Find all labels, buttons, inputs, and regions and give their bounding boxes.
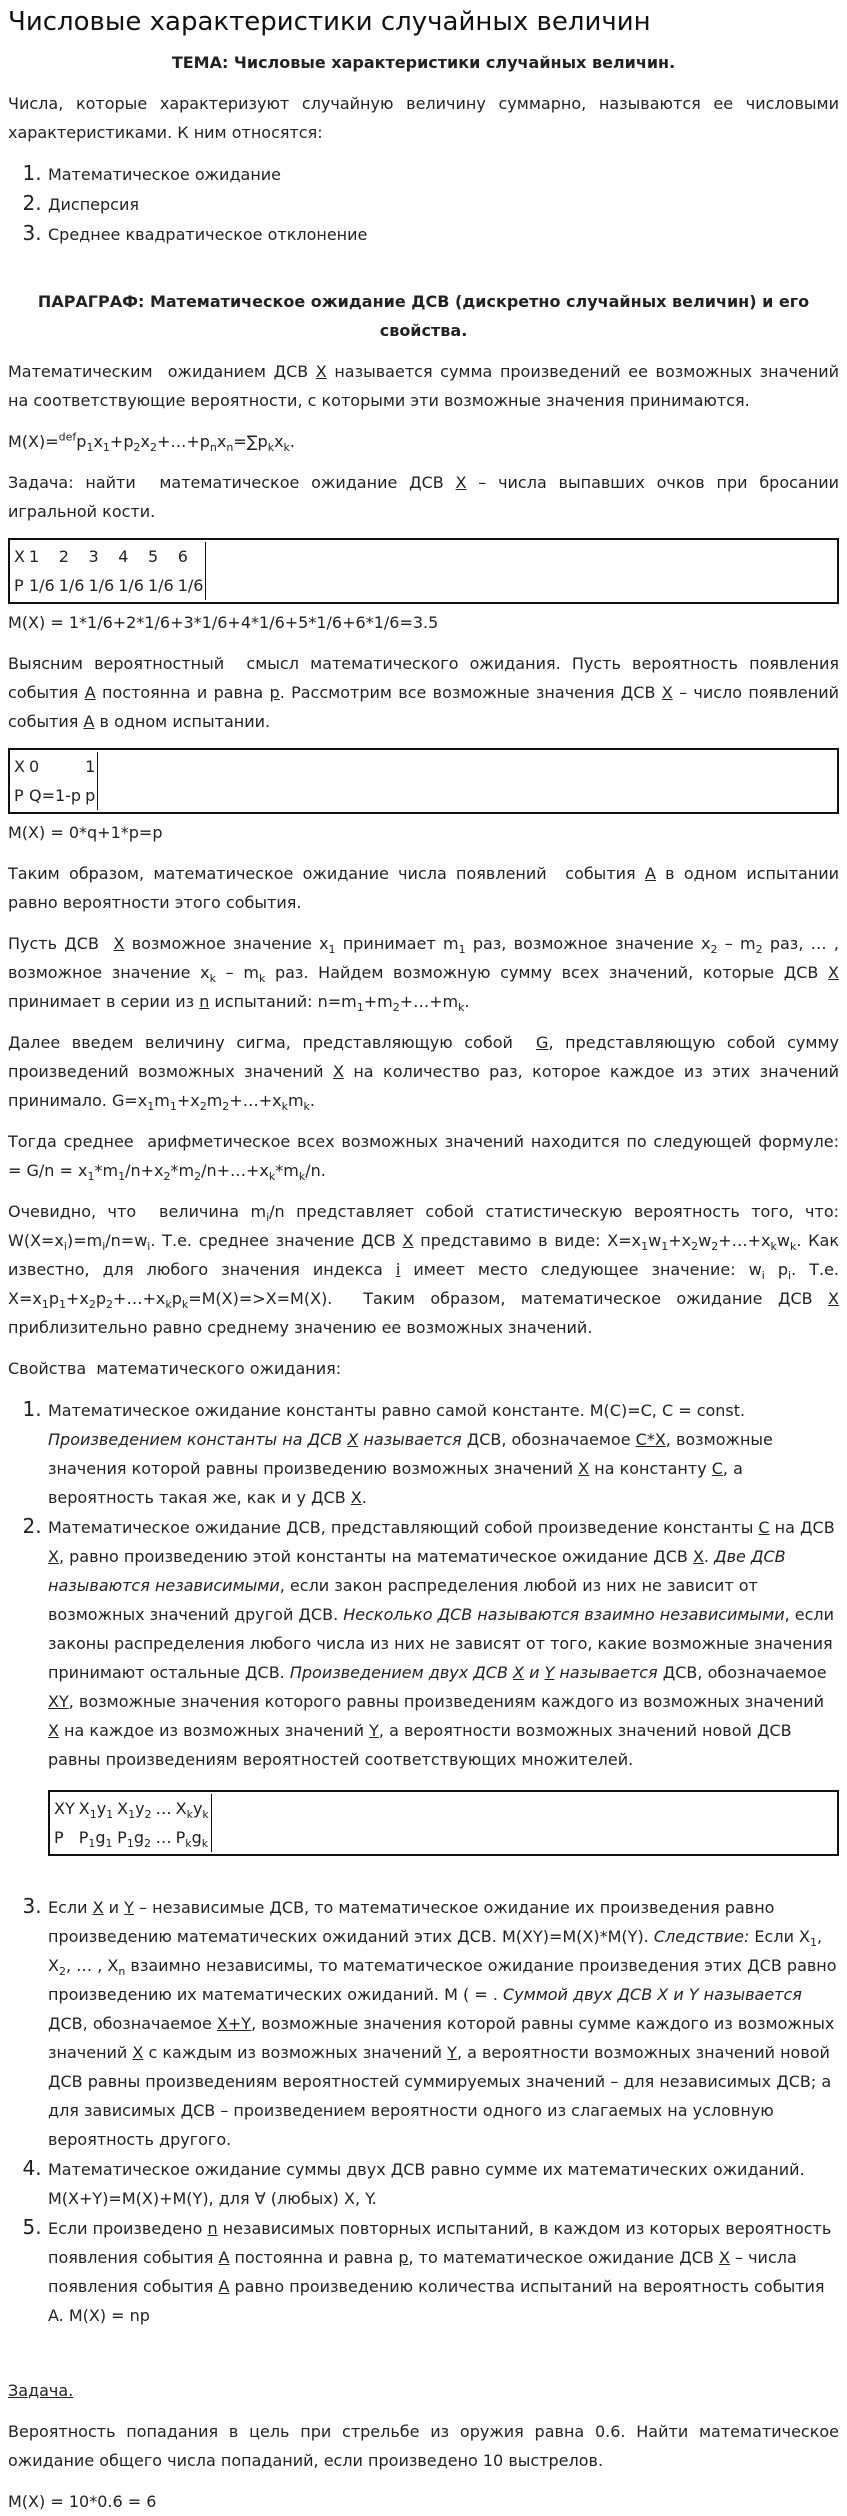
table-cell: 1: [85, 757, 96, 776]
task2-heading: Задача.: [8, 2381, 74, 2400]
list-item: 3. Если X и Y – независимые ДСВ, то математическое ожидание их произведения равно произведению математических ожиданий этих ДСВ. M(XY)=M(X)*M(Y). Следствие: Если $X_1$, $X_2$, … , $X_n$ взаимно независимы, то математическое ожидание произведения этих ДСВ равно произведению их математических ожиданий. M ( = . Суммой двух ДСВ X и Y называется ДСВ, обозначаемое X+Y, возможные значения которой равны сумме каждого из возможных значений X с каждым из возможных значений Y, а вероятности возможных значений новой ДСВ равны произведениям вероятностей суммируемых значений – для независимых ДСВ; а для зависимых ДСВ – произведением вероятности одного из слагаемых на условную вероятность другого.: [48, 1892, 839, 2154]
properties-list: [8, 1395, 839, 2330]
meaning-paragraph: Выясним вероятностный смысл математического ожидания. Пусть вероятность появления события A постоянна и равна p. Рассмотрим все возможные значения ДСВ X – число появлений события A в одном испытании.: [8, 654, 840, 731]
table-cell: 0: [28, 757, 40, 776]
table-cell: Q=1-p: [28, 786, 82, 805]
dsv-values-paragraph: Пусть ДСВ X возможное значение $x_1$ принимает $m_1$ раз, возможное значение $x_2 - m_2$ раз, … , возможное значение $x_k - m_k$ раз. Найдем возможную сумму всех значений, которые ДСВ X принимает в серии из n испытаний: $n=m_1+m_2+\dots+m_k$.: [8, 934, 840, 1015]
table-cell: P: [14, 786, 24, 805]
table-cell: 1/6: [177, 576, 204, 595]
table-cell: 6: [177, 547, 188, 566]
distribution-table-die: [8, 538, 839, 604]
table-row: [52, 1823, 211, 1852]
table-cell: X: [14, 547, 25, 566]
table-cell: X: [14, 757, 25, 776]
mean-paragraph: Тогда среднее арифметическое всех возможных значений находится по следующей формуле: = $G/n = x_1*m_1/n+x_2*m_2/n+\dots+x_k*m_k/n$.: [8, 1132, 839, 1184]
mx-result-bernoulli: M(X) = 0*q+1*p=p: [8, 823, 163, 842]
distribution-table-product: [48, 1790, 839, 1856]
table-cell: $P_1g_1$: [78, 1828, 113, 1851]
table-cell: $X_ky_k$: [175, 1799, 209, 1822]
page-title: Числовые характеристики случайных величин: [8, 7, 651, 37]
table-cell: 2: [58, 547, 69, 566]
formula-mx: $M(X)=^{def}p_1x_1+p_2x_2+\dots+p_nx_n=\sum p_kx_k$.: [8, 430, 295, 455]
table-cell: $P_kg_k$: [175, 1828, 209, 1851]
table-cell: P: [54, 1828, 64, 1847]
distribution-table-bernoulli: [8, 748, 839, 814]
table-cell: $X_1y_1$: [78, 1799, 114, 1822]
characteristics-list: [8, 159, 839, 249]
table-row: [12, 542, 206, 571]
table-cell: 4: [118, 547, 129, 566]
task2-paragraph: Вероятность попадания в цель при стрельбе из оружия равна 0.6. Найти математическое ожидание общего числа попаданий, если произведено 10 выстрелов.: [8, 2422, 839, 2470]
paragraph-heading: ПАРАГРАФ: Математическое ожидание ДСВ (дискретно случайных величин) и его свойства.: [37, 292, 810, 340]
list-item: 1. Математическое ожидание константы равно самой константе. M(C)=C, C = const. Произведением константы на ДСВ X называется ДСВ, обозначаемое C*X, возможные значения которой равны произведению возможных значений X на константу C, а вероятность такая же, как и у ДСВ X.: [48, 1395, 839, 1512]
list-item: 2. Математическое ожидание ДСВ, представляющий собой произведение константы C на ДСВ X, равно произведению этой константы на математическое ожидание ДСВ X. Две ДСВ называются независимыми, если закон распределения любой из них не зависит от возможных значений другой ДСВ. Несколько ДСВ называются взаимно независимыми, если законы распределения любого числа из них не зависят от того, какие возможные значения принимают остальные ДСВ. Произведением двух ДСВ X и Y называется ДСВ, обозначаемое XY, возможные значения которого равны произведениям каждого из возможных значений X на каждое из возможных значений Y, а вероятности возможных значений новой ДСВ равны произведениям вероятностей соответствующих множителей. XY $X_1y_1$ $X_1y_2$ … $X_ky_k$ P $P_1g_1$ $P_1g_2$ … $P_kg_k$: [48, 1512, 839, 1892]
table-cell: 1/6: [118, 576, 144, 595]
list-item: 1. Математическое ожидание: [48, 159, 839, 189]
table-cell: 3: [88, 547, 99, 566]
obvious-paragraph: Очевидно, что величина $m_i/n$ представляет собой статистическую вероятность того, что: $W(X=x_i)=m_i/n=w_i$. Т.е. среднее значение ДСВ X представимо в виде: $X=x_1w_1+x_2w_2+\dots+x_kw_k$. Как известно, для любого значения индекса i имеет место следующее значение: $w_i$ $p_i$. Т.е. $X=x_1p_1+x_2p_2+\dots+x_kp_k=M(X)=>X=M(X)$. Таким образом, математическое ожидание ДСВ X приблизительно равно среднему значению ее возможных значений.: [8, 1202, 840, 1337]
table-cell: …: [155, 1799, 172, 1818]
definition-paragraph: Математическим ожиданием ДСВ X называется сумма произведений ее возможных значений на соответствующие вероятности, с которыми эти возможные значения принимаются.: [8, 362, 839, 410]
table-cell: 5: [147, 547, 159, 566]
table-row: [12, 571, 206, 600]
table-cell: 1/6: [88, 576, 115, 595]
document-page: [0, 4, 847, 2516]
table-cell: 1/6: [28, 576, 55, 595]
answer-line: M(X) = 10*0.6 = 6: [8, 2492, 157, 2511]
list-item: 5. Если произведено n независимых повторных испытаний, в каждом из которых вероятность появления события A постоянна и равна p, то математическое ожидание ДСВ X – числа появления события A равно произведению количества испытаний на вероятность события A. M(X) = np: [48, 2213, 839, 2330]
theme-heading: ТЕМА: Числовые характеристики случайных величин.: [171, 53, 676, 72]
table-row: [52, 1794, 211, 1823]
table-cell: 1/6: [58, 576, 85, 595]
table-cell: $X_1y_2$: [117, 1799, 152, 1822]
table-row: [12, 752, 98, 781]
table-cell: 1: [28, 547, 40, 566]
list-item: 2. Дисперсия: [48, 189, 839, 219]
list-item: 3. Среднее квадратическое отклонение: [48, 219, 839, 249]
properties-heading: Свойства математического ожидания:: [8, 1359, 342, 1378]
conclusion-paragraph: Таким образом, математическое ожидание числа появлений события A в одном испытании равно вероятности этого события.: [8, 864, 840, 912]
table-row: [12, 781, 98, 810]
task1-paragraph: Задача: найти математическое ожидание ДСВ X – числа выпавших очков при бросании игральной кости.: [8, 473, 839, 521]
intro-paragraph: Числа, которые характеризуют случайную величину суммарно, называются ее числовыми характеристиками. К ним относятся:: [8, 94, 839, 142]
sigma-paragraph: Далее введем величину сигма, представляющую собой G, представляющую собой сумму произведений возможных значений X на количество раз, которое каждое из этих значений принимало. $G=x_1m_1+x_2m_2+\dots+x_km_k$.: [8, 1033, 839, 1114]
table-cell: P: [14, 576, 24, 595]
table-cell: …: [155, 1828, 172, 1847]
mx-result-die: M(X) = 1*1/6+2*1/6+3*1/6+4*1/6+5*1/6+6*1/6=3.5: [8, 613, 439, 632]
table-cell: 1/6: [147, 576, 174, 595]
table-cell: XY: [54, 1799, 75, 1818]
table-cell: p: [85, 786, 96, 805]
list-item: 4. Математическое ожидание суммы двух ДСВ равно сумме их математических ожиданий. M(X+Y)=M(X)+M(Y), для ∀ (любых) X, Y.: [48, 2154, 839, 2213]
table-cell: $P_1g_2$: [117, 1828, 151, 1851]
